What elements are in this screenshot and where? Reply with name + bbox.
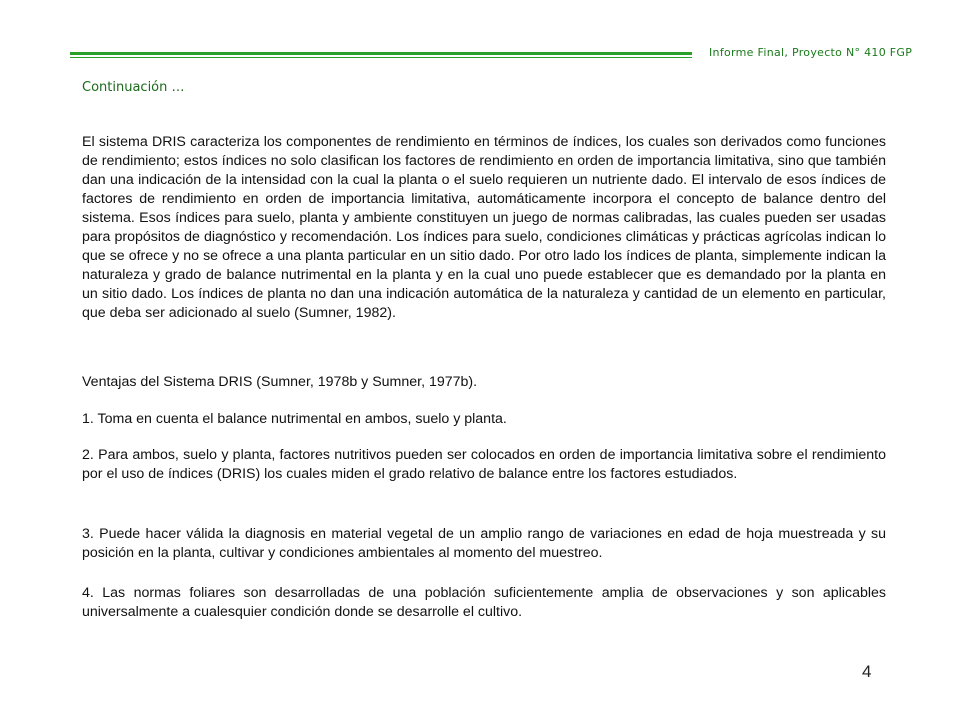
header-title: Informe Final, Proyecto N° 410 FGP [709, 46, 913, 59]
header-rule-thick [70, 52, 692, 55]
list-item-4: 4. Las normas foliares son desarrolladas de una población suficientemente amplia de observaciones y son aplicables universalmente a cualesquier condición donde se desarrolle el cultivo. [82, 585, 886, 620]
list-item-1: 1. Toma en cuenta el balance nutrimental en ambos, suelo y planta. [82, 411, 507, 427]
continuation-label: Continuación … [82, 80, 185, 95]
list-item-3: 3. Puede hacer válida la diagnosis en material vegetal de un amplio rango de variaciones en edad de hoja muestreada y su posición en la planta, cultivar y condiciones ambientales al momento del muestreo. [82, 526, 886, 561]
list-item-2: 2. Para ambos, suelo y planta, factores nutritivos pueden ser colocados en orden de importancia limitativa sobre el rendimiento por el uso de índices (DRIS) los cuales miden el grado relativo de balance entre los factores estudiados. [82, 447, 886, 482]
header-rule [70, 52, 692, 58]
page-number: 4 [862, 662, 872, 681]
paragraph-dris-description: El sistema DRIS caracteriza los componentes de rendimiento en términos de índices, los cuales son derivados como funciones de rendimiento; estos índices no solo clasifican los factores de rendimiento en orden de importancia limitativa, sino que también dan una indicación de la intensidad con la cual la planta o el suelo requieren un nutriente dado. El intervalo de esos índices de factores de rendimiento en orden de importancia limitativa, automáticamente incorpora el concepto de balance dentro del sistema. Esos índices para suelo, planta y ambiente constituyen un juego de normas calibradas, las cuales pueden ser usadas para propósitos de diagnóstico y recomendación. Los índices para suelo, condiciones climáticas y prácticas agrícolas indican lo que se ofrece y no se ofrece a una planta particular en un sitio dado. Por otro lado los índices de planta, simplemente indican la naturaleza y grado de balance nutrimental en la planta y en la cual uno puede establecer que es demandado por la planta en un sitio dado. Los índices de planta no dan una indicación automática de la naturaleza y cantidad de un elemento en particular, que deba ser adicionado al suelo (Sumner, 1982). [82, 134, 886, 321]
paragraph-advantages-heading: Ventajas del Sistema DRIS (Sumner, 1978b y Sumner, 1977b). [82, 374, 478, 390]
header-rule-thin [70, 57, 692, 58]
